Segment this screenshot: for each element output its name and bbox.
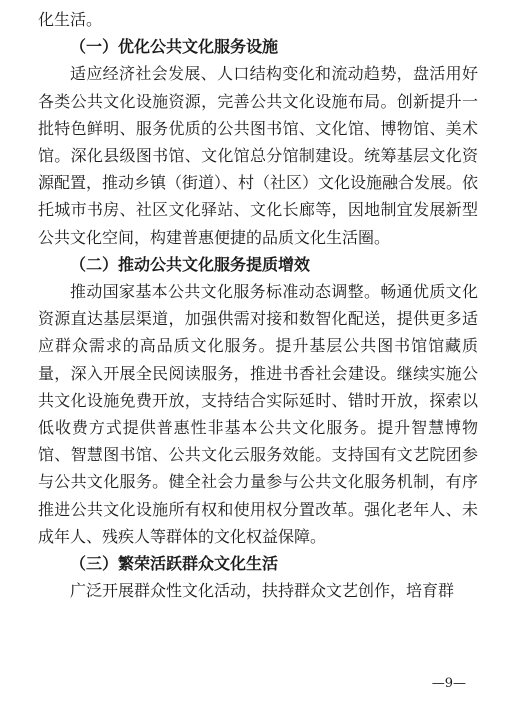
lead-in-text: 化生活。	[38, 10, 103, 29]
section-heading-1: （一）优化公共文化服务设施	[70, 37, 279, 57]
page-number: —9—	[431, 676, 466, 691]
section-body-3: 广泛开展群众性文化活动，扶持群众文艺创作，培育群	[70, 581, 455, 601]
document-body	[38, 6, 478, 604]
section-body-2: 推动国家基本公共文化服务标准动态调整。畅通优质文化资源直达基层渠道，加强供需对接和数智化配送，提供更多适应群众需求的高品质文化服务。提升基层公共图书馆馆藏质量，深入开展全民阅读服务，推进书香社会建设。继续实施公共文化设施免费开放，支持结合实际延时、错时开放，探索以低收费方式提供普惠性非基本公共文化服务。提升智慧博物馆、智慧图书馆、公共文化云服务效能。支持国有文艺院团参与公共文化服务。健全社会力量参与公共文化服务机制，有序推进公共文化设施所有权和使用权分置改革。强化老年人、未成年人、残疾人等群体的文化权益保障。	[38, 282, 478, 546]
section-body-1: 适应经济社会发展、人口结构变化和流动趋势，盘活用好各类公共文化设施资源，完善公共文化设施布局。创新提升一批特色鲜明、服务优质的公共图书馆、文化馆、博物馆、美术馆。深化县级图书馆、文化馆总分馆制建设。统筹基层文化资源配置，推动乡镇（街道）、村（社区）文化设施融合发展。依托城市书房、社区文化驿站、文化长廊等，因地制宜发展新型公共文化空间，构建普惠便捷的品质文化生活圈。	[38, 64, 479, 247]
section-heading-2: （二）推动公共文化服务提质增效	[70, 254, 311, 274]
section-heading-3: （三）繁荣活跃群众文化生活	[70, 554, 279, 574]
